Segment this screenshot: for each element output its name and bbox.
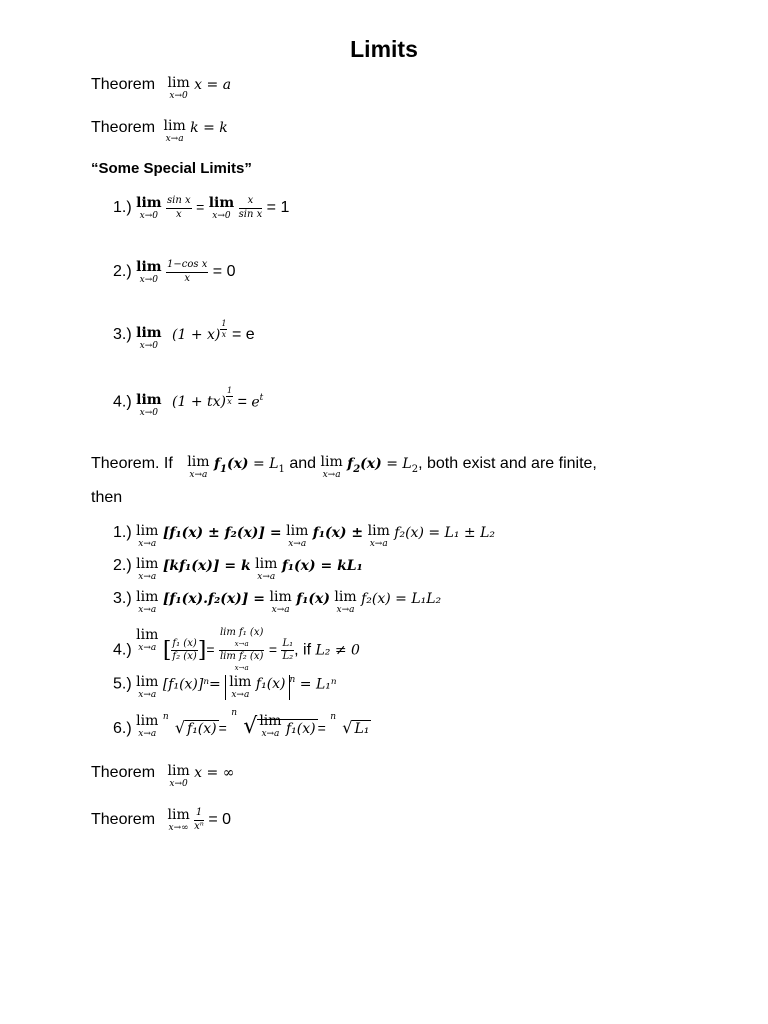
theorem-4: Theorem lim x→0 x = ∞ bbox=[91, 763, 235, 789]
theorem-5: Theorem lim x→∞ $\frac{1}{\text{xⁿ}}$ = 0 bbox=[91, 807, 232, 833]
theorem-2: Theorem lim x→a k = k bbox=[91, 118, 228, 144]
theorem-3: Theorem. If lim x→a $f_1(x) = L_1$ and lim x→a $f_2(x) = L_2$, both exist and are finite, bbox=[91, 454, 597, 480]
rule-2: 2.) lim x→a [kf₁(x)] = k lim x→a f₁(x) = kL₁ bbox=[113, 556, 363, 582]
special-limit-4: 4.) lim x→0 (1 + tx) $\frac{1}{x}$ = $e^t$ bbox=[113, 386, 264, 418]
page-title: Limits bbox=[350, 36, 418, 62]
rule-4: 4.) lim x→a [ $\frac{\text{f₁ (x)}}{\text{f₂ (x)}}$ ]= lim f₁ (x) x→a lim f₂ (x) x→a = $\frac{\text{L₁}}{\text{L₂}}$ , if L₂ ≠ 0 bbox=[113, 627, 360, 672]
rule-1: 1.) lim x→a [f₁(x) ± f₂(x)] = lim x→a f₁(x) ± lim x→a f₂(x) = L₁ ± L₂ bbox=[113, 523, 495, 549]
then-text: then bbox=[91, 489, 123, 506]
special-limits-heading: “Some Special Limits” bbox=[91, 160, 252, 177]
theorem-label: Theorem bbox=[91, 76, 156, 93]
special-limit-2: 2.) lim x→0 $\frac{\text{1−cos x}}{x}$ = 0 bbox=[113, 259, 236, 285]
theorem-label: Theorem bbox=[91, 119, 156, 136]
rule-5: 5.) lim x→a [f₁(x)]ⁿ= lim x→a f₁(x) $^n$ = L₁ⁿ bbox=[113, 674, 337, 701]
theorem-1: Theorem lim x→0 x = a bbox=[91, 75, 232, 101]
special-limit-1: 1.) lim x→0 $\frac{\text{sin x}}{x}$ = lim x→0 $\frac{x}{\text{sin x}}$ = 1 bbox=[113, 195, 290, 221]
rule-3: 3.) lim x→a [f₁(x).f₂(x)] = lim x→a f₁(x) lim x→a f₂(x) = L₁L₂ bbox=[113, 589, 442, 615]
rule-6: 6.) lim x→a n √ f₁(x) = n √ lim x→a f₁(x) = n √ L₁ bbox=[113, 708, 370, 739]
special-limit-3: 3.) lim x→0 (1 + x) $\frac{1}{x}$ = e bbox=[113, 319, 255, 351]
